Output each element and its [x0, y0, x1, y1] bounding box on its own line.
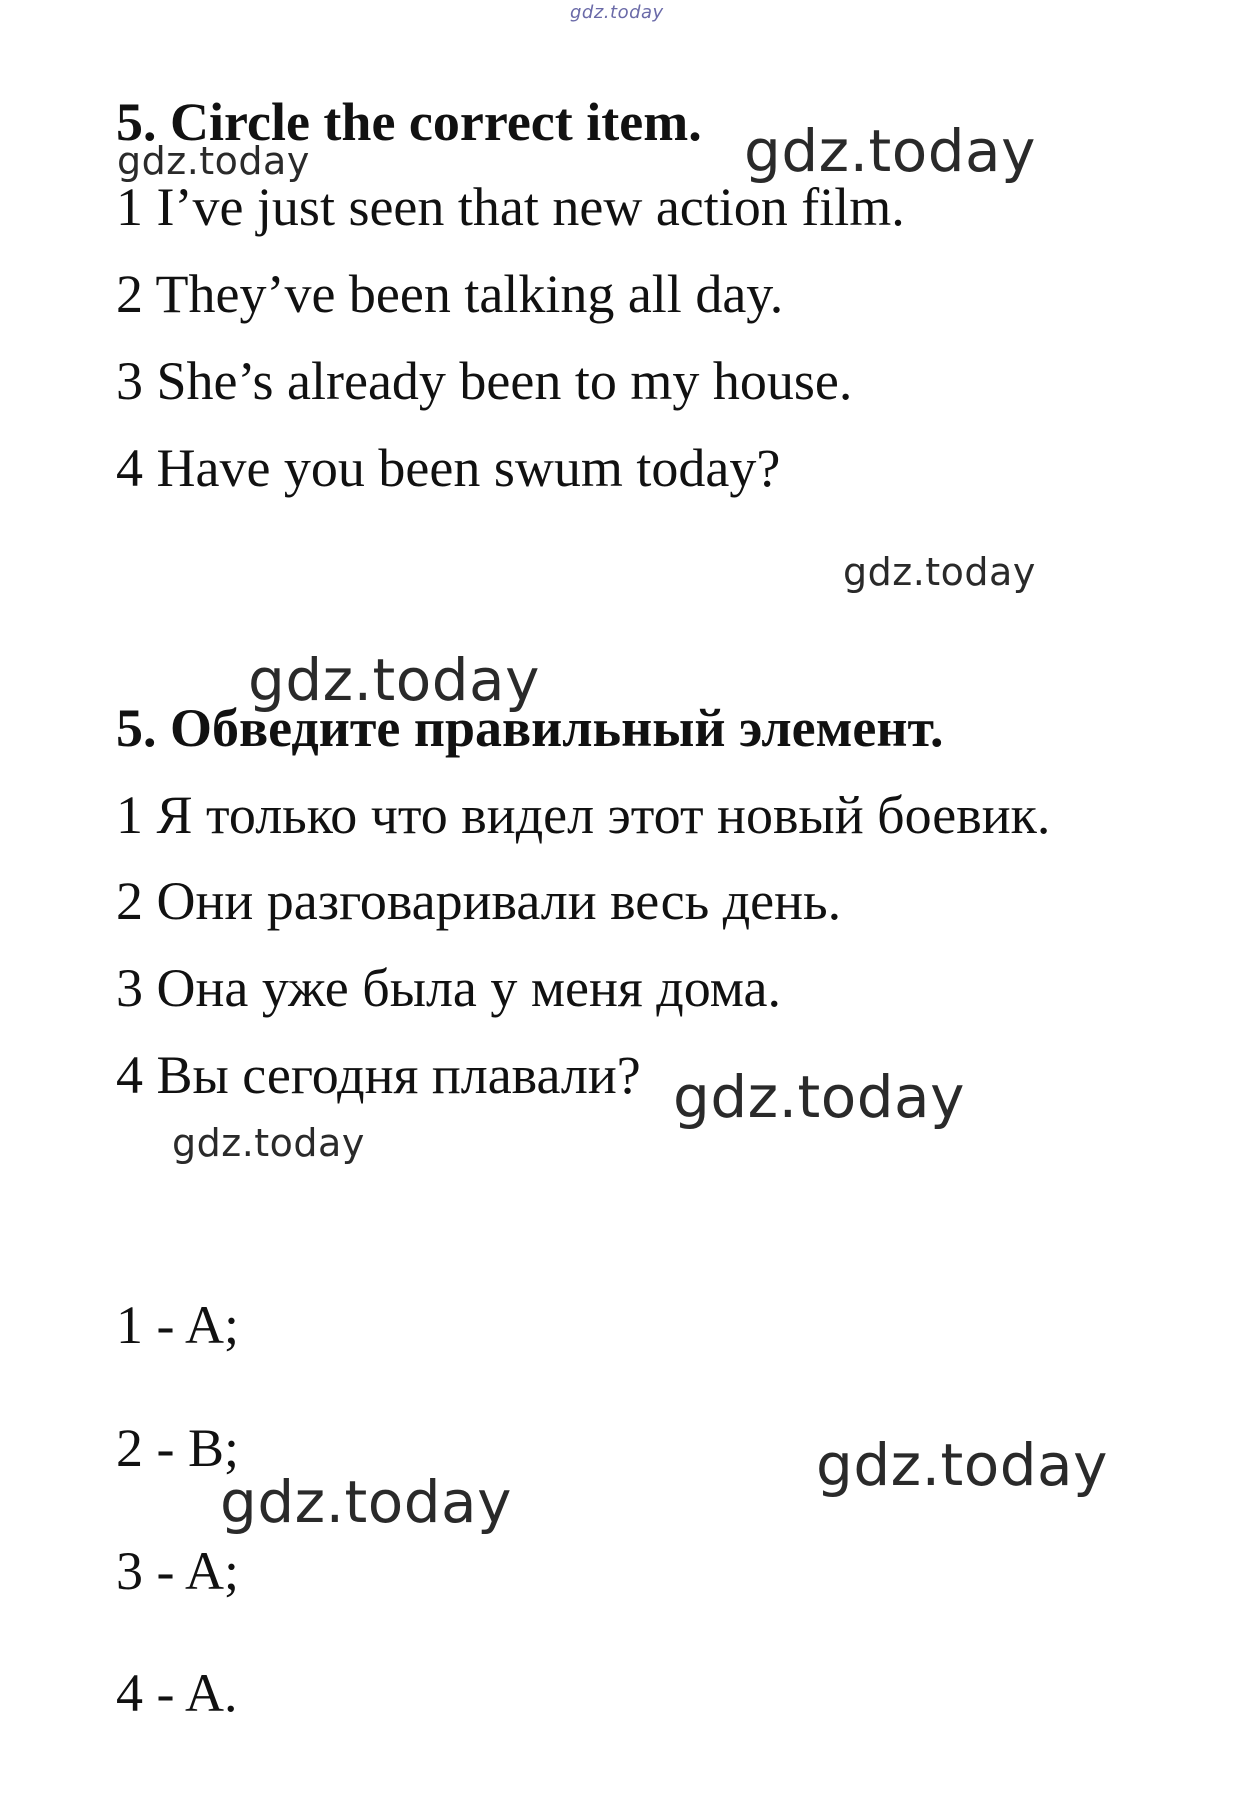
watermark: gdz.today	[220, 1468, 512, 1536]
watermark: gdz.today	[744, 117, 1036, 185]
english-heading: 5. Circle the correct item.	[116, 92, 702, 152]
answer-3: 3 - A;	[116, 1541, 240, 1601]
russian-heading: 5. Обведите правильный элемент.	[116, 698, 944, 758]
watermark: gdz.today	[673, 1063, 965, 1131]
watermark: gdz.today	[172, 1121, 365, 1165]
top-watermark: gdz.today	[570, 2, 664, 23]
english-item-2: 2 They’ve been talking all day.	[116, 264, 784, 324]
russian-item-2: 2 Они разговаривали весь день.	[116, 871, 842, 931]
english-item-4: 4 Have you been swum today?	[116, 438, 781, 498]
watermark: gdz.today	[117, 139, 310, 183]
answer-2: 2 - B;	[116, 1418, 240, 1478]
english-item-3: 3 She’s already been to my house.	[116, 351, 853, 411]
watermark: gdz.today	[843, 550, 1036, 594]
answer-1: 1 - A;	[116, 1295, 240, 1355]
answer-4: 4 - A.	[116, 1663, 238, 1723]
watermark: gdz.today	[816, 1431, 1108, 1499]
russian-item-4: 4 Вы сегодня плавали?	[116, 1045, 641, 1105]
russian-item-3: 3 Она уже была у меня дома.	[116, 958, 781, 1018]
russian-item-1: 1 Я только что видел этот новый боевик.	[116, 785, 1051, 845]
english-item-1: 1 I’ve just seen that new action film.	[116, 177, 905, 237]
watermark: gdz.today	[248, 646, 540, 714]
